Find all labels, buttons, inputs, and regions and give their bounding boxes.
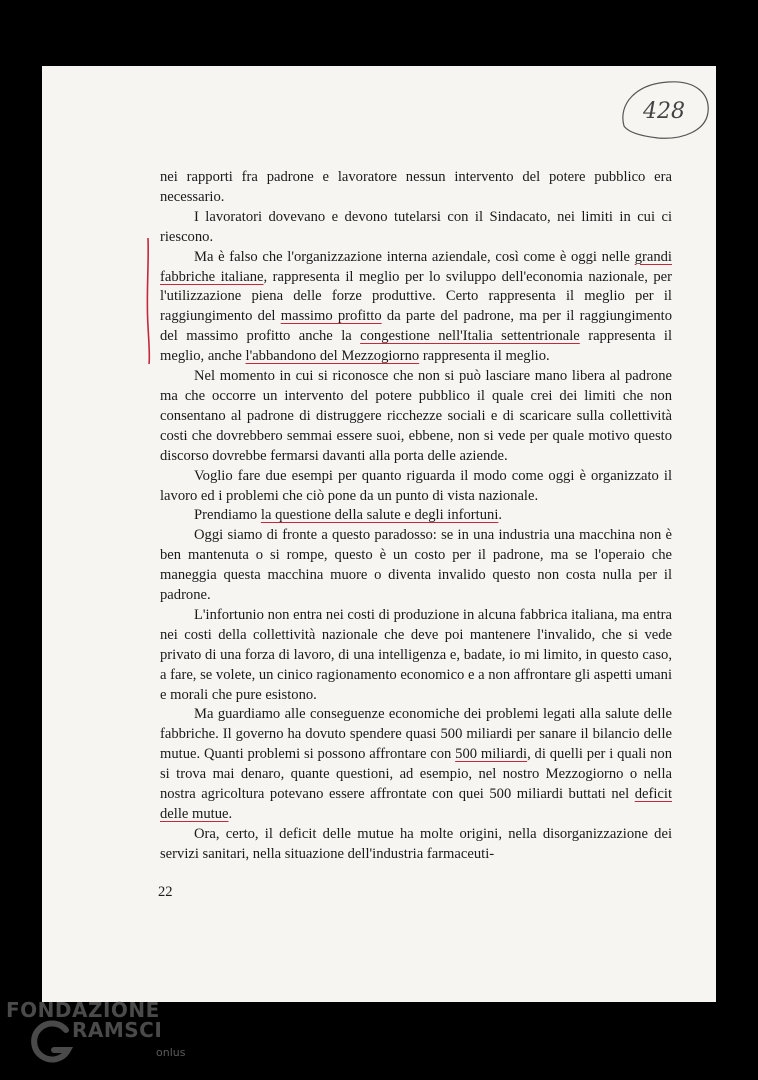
underlined-phrase: la questione della salute e degli infortuni: [260, 507, 499, 524]
underlined-phrase: congestione nell'Italia settentrionale: [360, 328, 580, 345]
paragraph: Prendiamo la questione della salute e degli infortuni.: [194, 507, 503, 524]
paragraph: Ora, certo, il deficit delle mutue ha molte origini, nella disorganizzazione dei servizi sanitari, nella situazione dell'industria farmaceuti-: [160, 825, 672, 862]
underlined-phrase: massimo profitto: [280, 308, 382, 325]
logo-line2: RAMSCI: [72, 1018, 163, 1042]
stamp-number: 428: [643, 99, 685, 124]
paragraph: Ma guardiamo alle conseguenze economiche dei problemi legati alla salute delle fabbriche. Il governo ha dovuto spendere quasi 500 miliardi per sanare il bilancio delle mutue. Quanti problemi si possono affrontare con 500 miliardi, di quelli per i quali non si trova mai denaro, quante questioni, ad esempio, nel nostro Mezzogiorno o nella nostra agricoltura potevano essere affrontate con quei 500 miliardi buttati nel deficit delle mutue.: [160, 706, 672, 822]
margin-annotation-mark: [140, 236, 160, 366]
paragraph: L'infortunio non entra nei costi di produzione in alcuna fabbrica italiana, ma entra nei costi della collettività nazionale che deve poi mantenere l'invalido, che si vede privato di una forza di lavoro, di una intelligenza e, badate, io mi limito, in questo caso, a fare, se volete, un cinico ragionamento economico e a non affrontare gli aspetti umani e morali che pure esistono.: [160, 606, 672, 703]
archive-stamp: [614, 74, 714, 150]
body-text: [160, 168, 672, 865]
logo-g-mark-icon: [30, 1020, 74, 1068]
page-number: 22: [158, 884, 173, 900]
paragraph: Voglio fare due esempi per quanto riguarda il modo come oggi è organizzato il lavoro ed i problemi che ciò pone da un punto di vista nazionale.: [160, 467, 672, 504]
paragraph: Ma è falso che l'organizzazione interna aziendale, così come è oggi nelle grandi fabbriche italiane, rappresenta il meglio per lo sviluppo dell'economia nazionale, per l'utilizzazione piena delle forze produttive. Certo rappresenta il meglio per il raggiungimento del massimo profitto da parte del padrone, ma per il raggiungimento del massimo profitto anche la congestione nell'Italia settentrionale rappresenta il meglio, anche l'abbandono del Mezzogiorno rappresenta il meglio.: [160, 248, 672, 365]
paragraph: Oggi siamo di fronte a questo paradosso: se in una industria una macchina non è ben mantenuta o si rompe, questo è un costo per il padrone, ma se l'operaio che maneggia questa macchina muore o diventa invalido questo non costa nulla per il padrone.: [160, 527, 672, 604]
paragraph: nei rapporti fra padrone e lavoratore nessun intervento del potere pubblico era necessario.: [160, 169, 672, 205]
underlined-phrase: l'abbandono del Mezzogiorno: [245, 348, 420, 365]
document-page: [42, 66, 716, 1002]
paragraph: I lavoratori dovevano e devono tutelarsi con il Sindacato, nei limiti in cui ci riescono.: [160, 208, 672, 245]
underlined-phrase: grandi fabbriche italiane: [160, 248, 672, 285]
paragraph: Nel momento in cui si riconosce che non si può lasciare mano libera al padrone ma che occorre un intervento del potere pubblico il quale crei dei limiti che non consentano al padrone di distruggere ricchezze sociali e di scaricare sulla collettività costi che dovrebbero semmai essere suoi, ebbene, non si vede per quale motivo questo discorso dovrebbe fermarsi davanti alla porta delle aziende.: [160, 368, 672, 464]
underlined-phrase: 500 miliardi: [455, 746, 528, 763]
logo-line1: FONDAZIONE: [6, 998, 160, 1022]
fondazione-gramsci-logo: [4, 996, 194, 1076]
logo-line3: onlus: [156, 1046, 186, 1059]
underlined-phrase: deficit delle mutue: [160, 786, 672, 822]
